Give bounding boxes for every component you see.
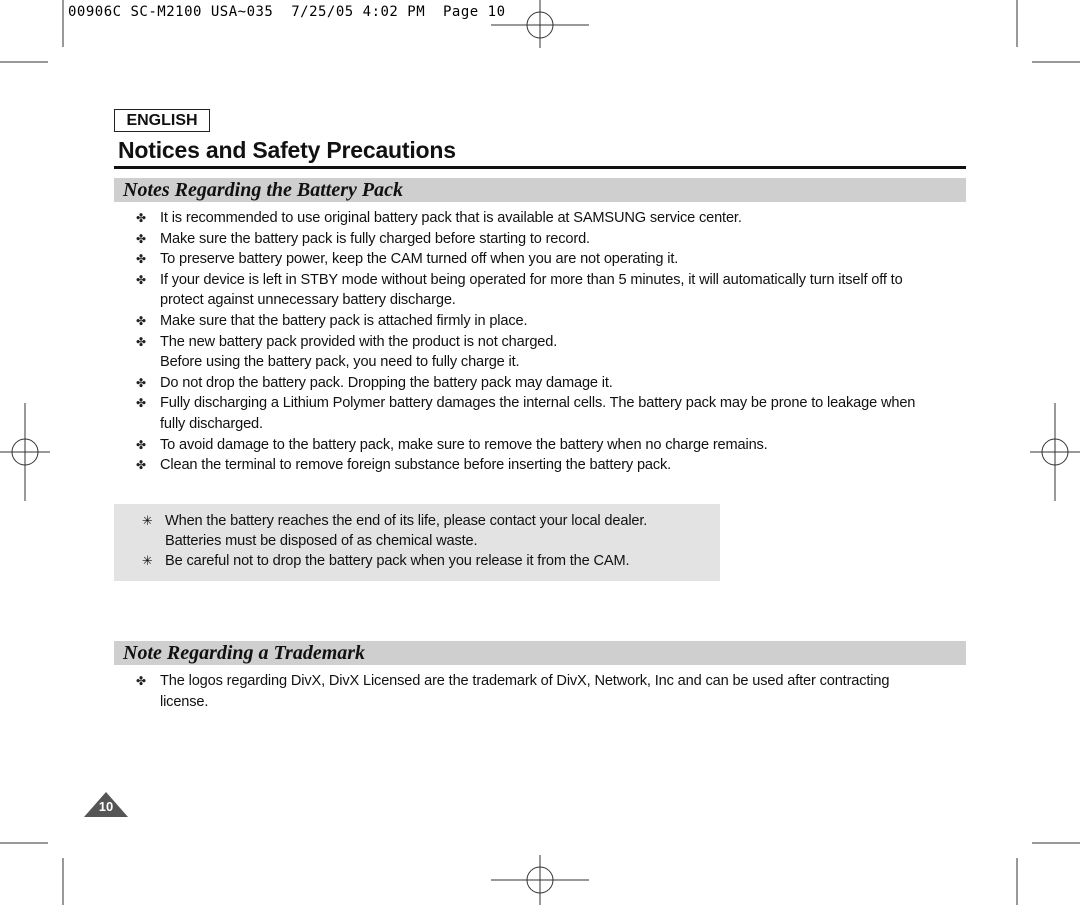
battery-section-heading: Notes Regarding the Battery Pack [114,178,966,202]
trademark-notes-list [114,671,970,712]
list-item-text: protect against unnecessary battery discharge. [160,292,456,309]
list-item-text: Clean the terminal to remove foreign substance before inserting the battery pack. [160,457,672,474]
list-item [114,229,970,250]
print-slug: 00906C SC-M2100 USA~035 7/25/05 4:02 PM Page 10 [68,4,506,20]
list-item [114,332,970,373]
note-line: Batteries must be disposed of as chemical waste. [165,533,478,549]
list-item [114,249,970,270]
registration-mark-bottom [491,855,589,905]
bullet-icon: ✤ [136,272,146,287]
list-item-text: Make sure that the battery pack is attached firmly in place. [160,312,528,329]
bullet-icon: ✤ [136,674,146,688]
list-item [114,270,970,311]
bullet-icon: ✤ [136,396,146,411]
list-item [114,393,970,434]
list-item-text: Make sure the battery pack is fully charged before starting to record. [160,230,590,247]
note-line: When the battery reaches the end of its life, please contact your local dealer. [165,513,648,529]
list-item [114,435,970,456]
list-item-text: The new battery pack provided with the product is not charged. [160,333,558,350]
list-item-text: Fully discharging a Lithium Polymer battery damages the internal cells. The battery pack may be prone to leakage when [160,395,916,412]
list-item-text: Before using the battery pack, you need to fully charge it. [160,354,520,371]
list-item-text: To avoid damage to the battery pack, make sure to remove the battery when no charge remains. [160,436,768,453]
list-item [114,311,970,332]
list-item-text: It is recommended to use original battery pack that is available at SAMSUNG service center. [160,210,742,226]
bullet-icon: ✤ [136,458,146,473]
list-item [114,208,970,229]
trademark-section-heading: Note Regarding a Trademark [114,641,966,665]
bullet-icon: ✤ [136,334,146,349]
registration-mark-left [0,403,50,501]
page-number: 10 [98,799,114,814]
bullet-icon: ✤ [136,211,146,225]
note-star-icon: ✳ [142,553,153,568]
list-item-text: license. [160,693,209,710]
page-title: Notices and Safety Precautions [118,137,456,163]
registration-mark-top [491,0,589,48]
bullet-icon: ✤ [136,252,146,267]
list-item-text: If your device is left in STBY mode without being operated for more than 5 minutes, it will automatically turn itself off to [160,271,903,288]
list-item-text: fully discharged. [160,415,263,432]
language-label: ENGLISH [114,109,210,132]
battery-notice-box [114,504,720,581]
battery-notes-list [114,208,970,476]
bullet-icon: ✤ [136,375,146,390]
bullet-icon: ✤ [136,231,146,246]
registration-mark-right [1030,403,1080,501]
title-rule [114,166,966,169]
list-item-text: The logos regarding DivX, DivX Licensed are the trademark of DivX, Network, Inc and can be used after contracting [160,673,890,689]
note-line: Be careful not to drop the battery pack when you release it from the CAM. [165,553,630,569]
note-star-icon: ✳ [142,513,153,528]
list-item [114,671,970,712]
bullet-icon: ✤ [136,313,146,328]
list-item [114,373,970,394]
list-item-text: To preserve battery power, keep the CAM turned off when you are not operating it. [160,251,679,268]
list-item-text: Do not drop the battery pack. Dropping the battery pack may damage it. [160,374,613,391]
bullet-icon: ✤ [136,437,146,452]
list-item [114,455,970,476]
